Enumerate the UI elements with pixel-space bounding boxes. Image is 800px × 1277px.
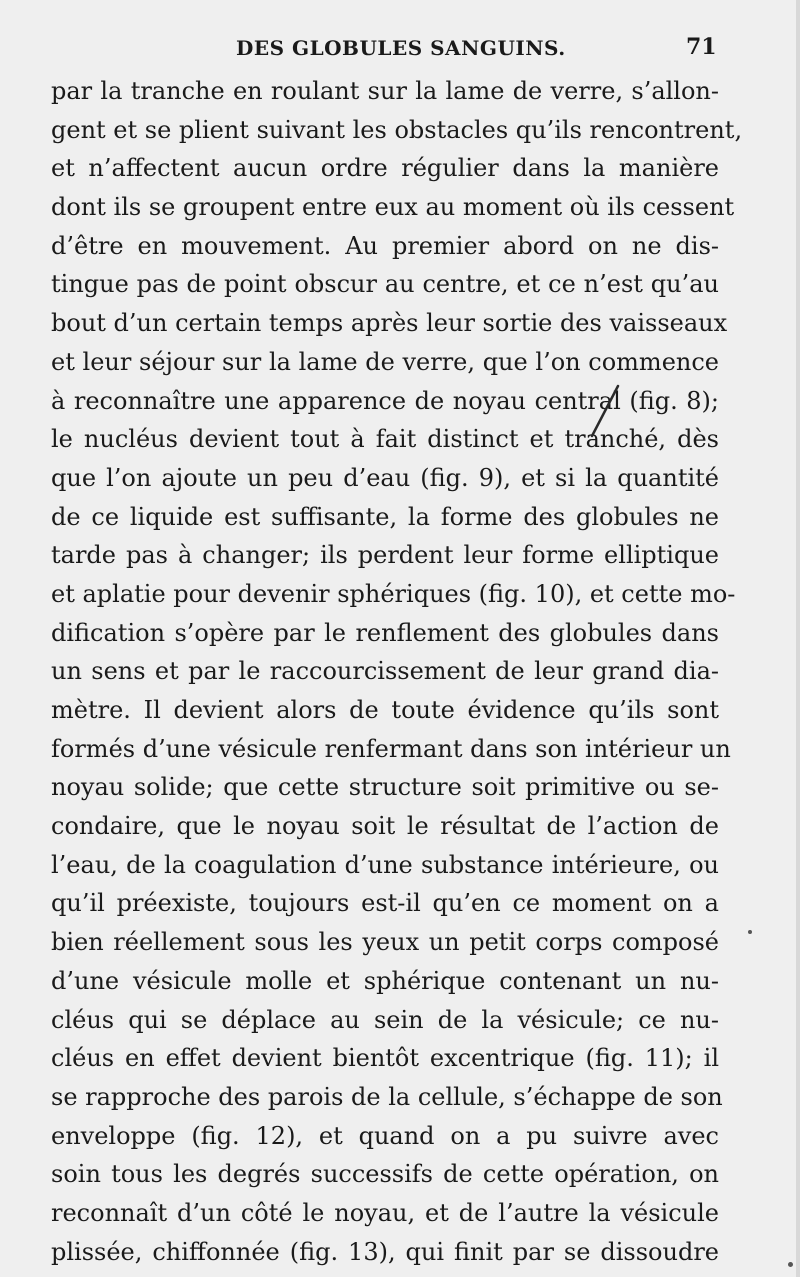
text-line: cléus qui se déplace au sein de la vésicule; ce nu-	[51, 1005, 719, 1034]
page-edge	[796, 0, 800, 1277]
text-line: bien réellement sous les yeux un petit corps composé	[51, 928, 719, 957]
text-line: condaire, que le noyau soit le résultat de l’action de	[51, 812, 719, 841]
text-line: reconnaît d’un côté le noyau, et de l’autre la vésicule	[51, 1198, 719, 1227]
text-line: tarde pas à changer; ils perdent leur forme elliptique	[51, 541, 719, 570]
text-line: formés d’une vésicule renfermant dans son intérieur un	[51, 734, 731, 763]
text-line: par la tranche en roulant sur la lame de verre, s’allon-	[51, 77, 719, 105]
text-line: dont ils se groupent entre eux au moment où ils cessent	[51, 193, 735, 222]
text-line: qu’il préexiste, toujours est-il qu’en ce moment on a	[51, 889, 719, 918]
text-line: tingue pas de point obscur au centre, et ce n’est qu’au	[51, 270, 719, 299]
pen-mark	[588, 380, 628, 440]
text-line: soin tous les degrés successifs de cette opération, on	[51, 1160, 719, 1189]
text-line: plissée, chiffonnée (fig. 13), qui finit par se dissoudre	[51, 1237, 719, 1266]
text-line: enveloppe (fig. 12), et quand on a pu suivre avec	[51, 1121, 719, 1150]
text-line: et leur séjour sur la lame de verre, que l’on commence	[51, 347, 719, 376]
text-line: le nucléus devient tout à fait distinct et tranché, dès	[51, 425, 719, 454]
text-line: gent et se plient suivant les obstacles qu’ils rencontrent,	[51, 115, 743, 144]
text-line: d’une vésicule molle et sphérique contenant un nu-	[51, 966, 719, 995]
text-line: un sens et par le raccourcissement de leur grand dia-	[51, 657, 719, 686]
body-text	[51, 72, 743, 1271]
text-line: et aplatie pour devenir sphériques (fig. 10), et cette mo-	[51, 579, 736, 608]
text-line: à reconnaître une apparence de noyau central (fig. 8);	[51, 386, 719, 415]
text-line: noyau solide; que cette structure soit primitive ou se-	[51, 773, 719, 802]
text-line: d’être en mouvement. Au premier abord on ne dis-	[51, 231, 719, 260]
text-line: que l’on ajoute un peu d’eau (fig. 9), et si la quantité	[51, 463, 719, 492]
text-line: se rapproche des parois de la cellule, s’échappe de son	[51, 1082, 723, 1111]
text-line: l’eau, de la coagulation d’une substance intérieure, ou	[51, 850, 719, 879]
text-line: bout d’un certain temps après leur sortie des vaisseaux	[51, 309, 728, 338]
page-number: 71	[686, 34, 717, 60]
text-line: mètre. Il devient alors de toute évidence qu’ils sont	[51, 696, 719, 724]
text-line: et n’affectent aucun ordre régulier dans la manière	[51, 154, 719, 183]
text-line: dification s’opère par le renflement des globules dans	[51, 618, 719, 647]
running-head: DES GLOBULES SANGUINS.	[236, 36, 566, 60]
text-line: cléus en effet devient bientôt excentrique (fig. 11); il	[51, 1044, 719, 1073]
text-line: de ce liquide est suffisante, la forme des globules ne	[51, 502, 719, 531]
scan-speck	[788, 1262, 793, 1267]
scan-speck	[748, 930, 752, 934]
